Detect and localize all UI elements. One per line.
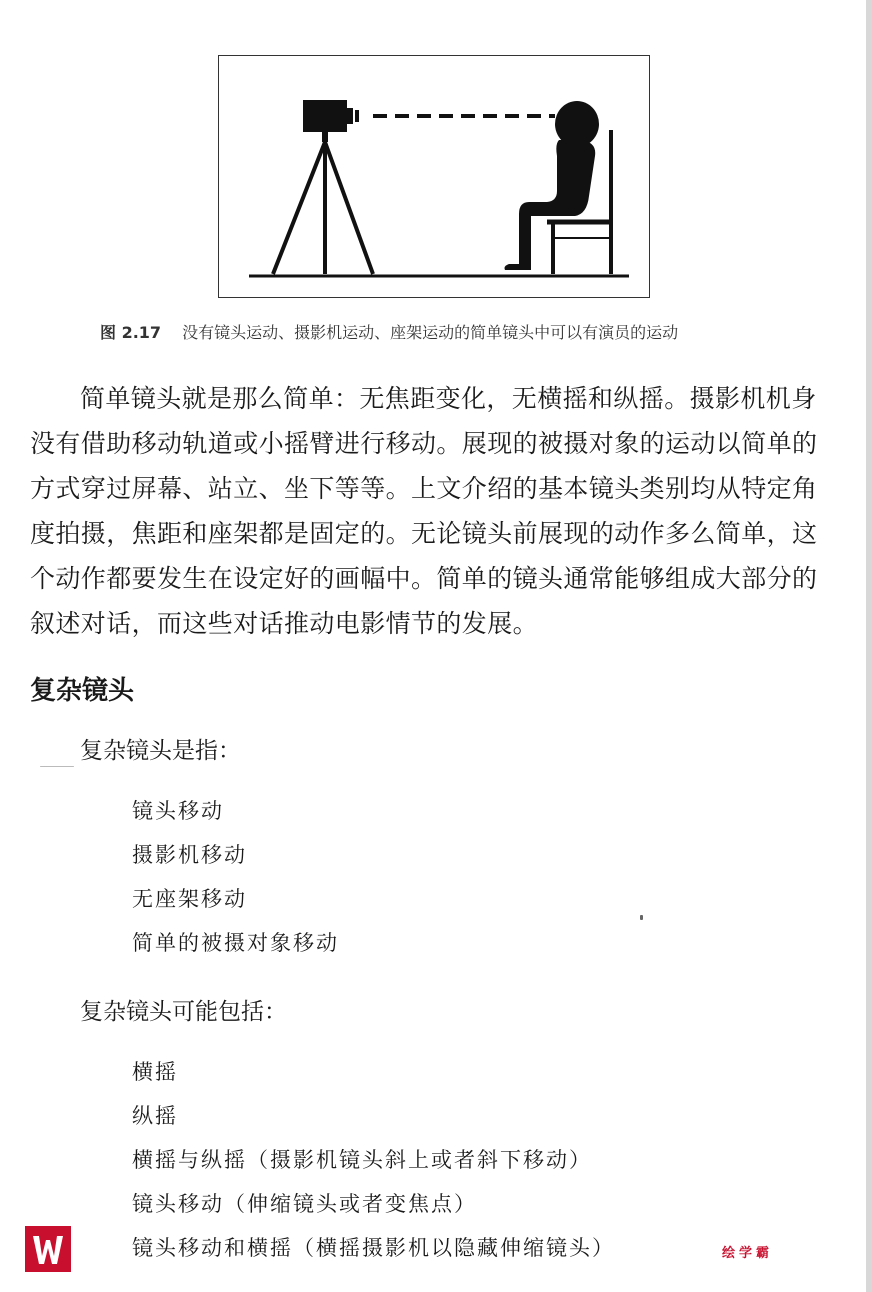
list-intro-includes: 复杂镜头可能包括：: [80, 999, 287, 1025]
section-heading: 复杂镜头: [30, 676, 135, 706]
list-item: 横摇与纵摇（摄影机镜头斜上或者斜下移动）: [132, 1148, 592, 1172]
list-item: 镜头移动: [132, 799, 224, 823]
brand-logo: [25, 1226, 71, 1272]
figure-illustration: [218, 55, 650, 298]
figure-number: 图 2.17: [100, 323, 162, 342]
paragraph-line: 个动作都要发生在设定好的画幅中。简单的镜头通常能够组成大部分的: [30, 564, 818, 593]
list-intro-definition: 复杂镜头是指：: [80, 738, 241, 764]
watermark-text: 绘学霸: [722, 1246, 774, 1261]
camera-on-tripod-icon: [273, 100, 373, 274]
paragraph-line: 度拍摄，焦距和座架都是固定的。无论镜头前展现的动作多么简单，这: [30, 519, 818, 548]
figure-caption-text: 没有镜头运动、摄影机运动、座架运动的简单镜头中可以有演员的运动: [182, 323, 679, 342]
list-item: 摄影机移动: [132, 843, 247, 867]
includes-list: [132, 1050, 615, 1270]
figure-caption: [100, 320, 800, 343]
list-item: 镜头移动（伸缩镜头或者变焦点）: [132, 1192, 477, 1216]
scan-speck: [640, 915, 643, 920]
list-item: 简单的被摄对象移动: [132, 931, 339, 955]
paragraph-line: 叙述对话，而这些对话推动电影情节的发展。: [30, 609, 539, 638]
list-item: 横摇: [132, 1060, 178, 1084]
page-edge: [866, 0, 872, 1292]
scan-speck: [40, 766, 74, 767]
body-paragraph: [30, 376, 840, 646]
paragraph-line: 方式穿过屏幕、站立、坐下等等。上文介绍的基本镜头类别均从特定角: [30, 474, 818, 503]
list-item: 镜头移动和横摇（横摇摄影机以隐藏伸缩镜头）: [132, 1236, 615, 1260]
paragraph-line: 没有借助移动轨道或小摇臂进行移动。展现的被摄对象的运动以简单的: [30, 429, 818, 458]
paragraph-line: 简单镜头就是那么简单：无焦距变化，无横摇和纵摇。摄影机机身: [80, 384, 817, 413]
definition-list: [132, 789, 339, 965]
list-item: 无座架移动: [132, 887, 247, 911]
list-item: 纵摇: [132, 1104, 178, 1128]
